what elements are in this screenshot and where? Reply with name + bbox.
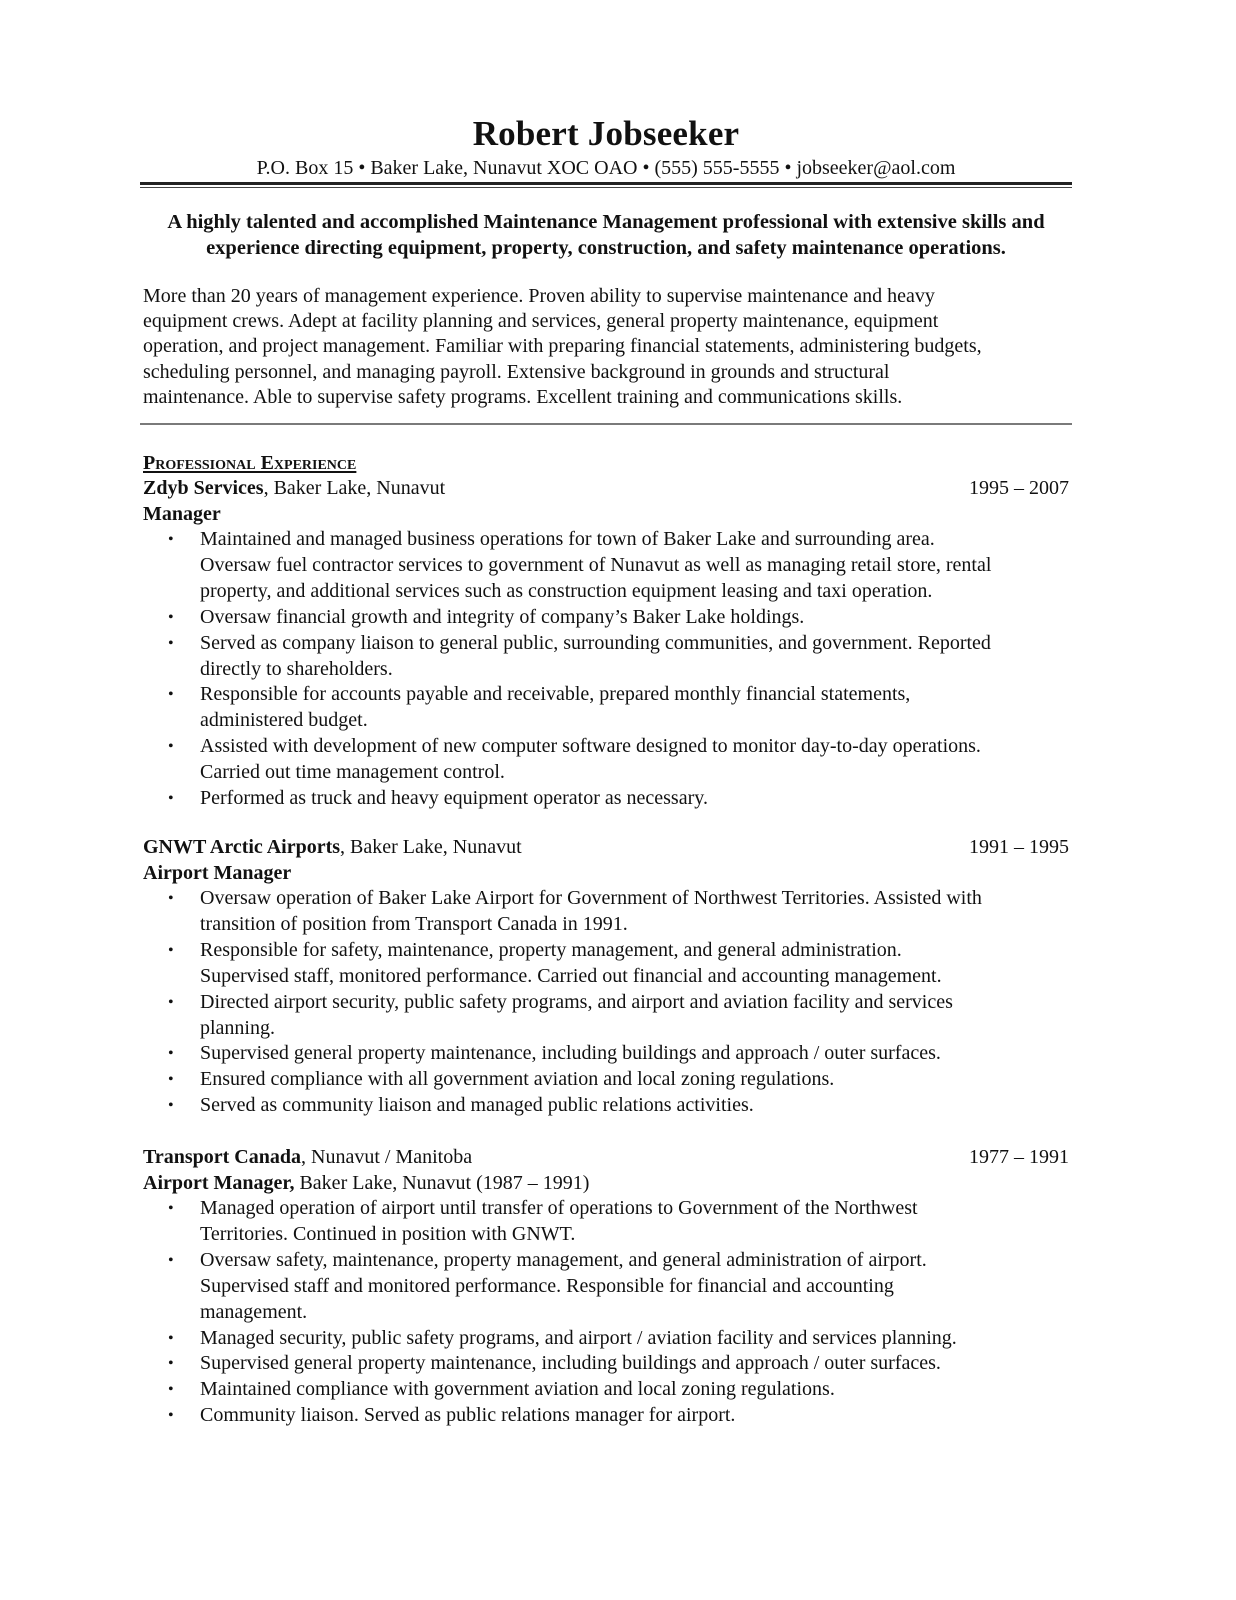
job-header <box>143 1144 1069 1170</box>
profile-summary <box>143 284 1075 410</box>
bullet-item <box>143 527 1069 605</box>
bullet-line: Managed security, public safety programs, and airport / aviation facility and services planning. <box>200 1326 957 1349</box>
bullet-dot-icon: • <box>168 1097 174 1115</box>
job-dates: 1995 – 2007 <box>969 477 1069 499</box>
bullet-dot-icon: • <box>168 1355 174 1373</box>
bullet-line: management. <box>200 1300 308 1323</box>
bullet-line: transition of position from Transport Canada in 1991. <box>200 912 628 935</box>
bullet-item <box>143 1326 1069 1352</box>
job-title-row <box>143 860 1069 886</box>
bullet-dot-icon: • <box>168 1071 174 1089</box>
job-header <box>143 475 1069 501</box>
bullet-line: Ensured compliance with all government aviation and local zoning regulations. <box>200 1068 835 1091</box>
bullet-line: planning. <box>200 1016 275 1039</box>
bullet-item <box>143 1067 1069 1093</box>
bullet-line: Carried out time management control. <box>200 761 505 784</box>
header-double-rule <box>140 182 1072 189</box>
bullet-item <box>143 1041 1069 1067</box>
bullet-line: Supervised staff, monitored performance. Carried out financial and accounting management. <box>200 964 942 987</box>
bullet-line: Served as company liaison to general public, surrounding communities, and government. Reported <box>200 631 991 654</box>
summary-line: operation, and project management. Familiar with preparing financial statements, administering budgets, <box>143 335 982 358</box>
bullet-line: Maintained and managed business operations for town of Baker Lake and surrounding area. <box>200 528 935 550</box>
bullet-item <box>143 605 1069 631</box>
bullet-line: Territories. Continued in position with GNWT. <box>200 1222 576 1245</box>
job-title: Airport Manager, <box>143 1172 295 1194</box>
job-bullets <box>143 886 1069 1119</box>
job-title: Airport Manager <box>143 862 292 884</box>
company-location: , Baker Lake, Nunavut <box>340 836 522 858</box>
job-dates: 1977 – 1991 <box>969 1146 1069 1168</box>
bullet-line: Oversaw financial growth and integrity of company’s Baker Lake holdings. <box>200 605 805 628</box>
bullet-item <box>143 786 1069 812</box>
bullet-line: directly to shareholders. <box>200 657 393 680</box>
bullet-dot-icon: • <box>168 1407 174 1425</box>
job-title-row <box>143 501 1069 527</box>
bullet-dot-icon: • <box>168 1200 174 1217</box>
bullet-dot-icon: • <box>168 1329 174 1347</box>
bullet-item <box>143 1377 1069 1403</box>
section-title-professional-experience: Professional Experience <box>143 452 357 474</box>
bullet-line: Managed operation of airport until transfer of operations to Government of the Northwest <box>200 1197 918 1219</box>
bullet-item <box>143 682 1069 734</box>
bullet-item <box>143 938 1069 990</box>
section-divider <box>140 423 1072 425</box>
company-name: GNWT Arctic Airports <box>143 836 341 858</box>
bullet-line: Supervised staff and monitored performance. Responsible for financial and accounting <box>200 1274 894 1297</box>
summary-line: maintenance. Able to supervise safety programs. Excellent training and communications skills. <box>143 385 903 408</box>
bullet-dot-icon: • <box>168 1045 174 1063</box>
header-rule-thin <box>140 187 1072 188</box>
bullet-line: Supervised general property maintenance, including buildings and approach / outer surfaces. <box>200 1042 941 1065</box>
bullet-item <box>143 1196 1069 1248</box>
company-location: , Nunavut / Manitoba <box>301 1146 473 1168</box>
bullet-item <box>143 886 1069 938</box>
job-title-row <box>143 1170 1069 1196</box>
bullet-dot-icon: • <box>168 993 174 1011</box>
contact-info: P.O. Box 15 • Baker Lake, Nunavut XOC OAO • (555) 555-5555 • jobseeker@aol.com <box>256 157 956 179</box>
bullet-dot-icon: • <box>168 1251 174 1269</box>
bullet-dot-icon: • <box>168 738 174 756</box>
candidate-name: Robert Jobseeker <box>472 114 740 153</box>
bullet-dot-icon: • <box>168 1381 174 1399</box>
bullet-item <box>143 1248 1069 1326</box>
bullet-item <box>143 1093 1069 1119</box>
bullet-dot-icon: • <box>168 531 174 548</box>
headline-line: A highly talented and accomplished Maintenance Management professional with extensive skills and <box>167 211 1045 233</box>
bullet-line: Community liaison. Served as public relations manager for airport. <box>200 1404 736 1427</box>
summary-line: equipment crews. Adept at facility planning and services, general property maintenance, equipment <box>143 310 939 333</box>
bullet-line: Supervised general property maintenance, including buildings and approach / outer surfaces. <box>200 1352 941 1375</box>
job-bullets <box>143 1196 1069 1429</box>
headline-line: experience directing equipment, property, construction, and safety maintenance operations. <box>206 237 1006 259</box>
job-entry-gnwt-arctic-airports <box>143 834 1069 1119</box>
bullet-dot-icon: • <box>168 686 174 704</box>
job-entry-transport-canada <box>143 1144 1069 1429</box>
bullet-line: administered budget. <box>200 709 368 732</box>
bullet-dot-icon: • <box>168 608 174 626</box>
bullet-item <box>143 1351 1069 1377</box>
bullet-line: Directed airport security, public safety programs, and airport and aviation facility and services <box>200 990 953 1013</box>
bullet-line: Oversaw operation of Baker Lake Airport for Government of Northwest Territories. Assisted with <box>200 887 982 909</box>
job-header <box>143 834 1069 860</box>
bullet-line: Performed as truck and heavy equipment operator as necessary. <box>200 787 708 810</box>
bullet-dot-icon: • <box>168 890 174 907</box>
job-entry-zdyb-services <box>143 475 1069 812</box>
company-location: , Baker Lake, Nunavut <box>263 477 446 499</box>
bullet-item <box>143 631 1069 683</box>
bullet-dot-icon: • <box>168 790 174 808</box>
bullet-dot-icon: • <box>168 634 174 652</box>
bullet-item <box>143 734 1069 786</box>
job-title-detail: Baker Lake, Nunavut (1987 – 1991) <box>294 1172 590 1194</box>
job-title: Manager <box>143 503 221 525</box>
bullet-item <box>143 990 1069 1042</box>
bullet-line: Responsible for accounts payable and receivable, prepared monthly financial statements, <box>200 683 911 706</box>
summary-line: scheduling personnel, and managing payroll. Extensive background in grounds and structural <box>143 360 890 383</box>
bullet-line: property, and additional services such as construction equipment leasing and taxi operation. <box>200 579 933 602</box>
header-rule-thick <box>140 182 1072 185</box>
profile-headline <box>140 209 1072 261</box>
summary-line: More than 20 years of management experience. Proven ability to supervise maintenance and heavy <box>143 285 935 307</box>
company-name: Zdyb Services <box>143 477 264 499</box>
company-name: Transport Canada <box>143 1146 301 1168</box>
bullet-line: Oversaw safety, maintenance, property management, and general administration of airport. <box>200 1248 927 1271</box>
bullet-dot-icon: • <box>168 941 174 959</box>
bullet-item <box>143 1403 1069 1429</box>
bullet-line: Maintained compliance with government aviation and local zoning regulations. <box>200 1378 835 1401</box>
job-bullets <box>143 527 1069 812</box>
bullet-line: Served as community liaison and managed public relations activities. <box>200 1094 754 1117</box>
bullet-line: Assisted with development of new computer software designed to monitor day-to-day operations. <box>200 735 981 758</box>
bullet-line: Oversaw fuel contractor services to government of Nunavut as well as managing retail store, rental <box>200 553 992 576</box>
job-dates: 1991 – 1995 <box>969 836 1069 858</box>
bullet-line: Responsible for safety, maintenance, property management, and general administration. <box>200 938 902 961</box>
